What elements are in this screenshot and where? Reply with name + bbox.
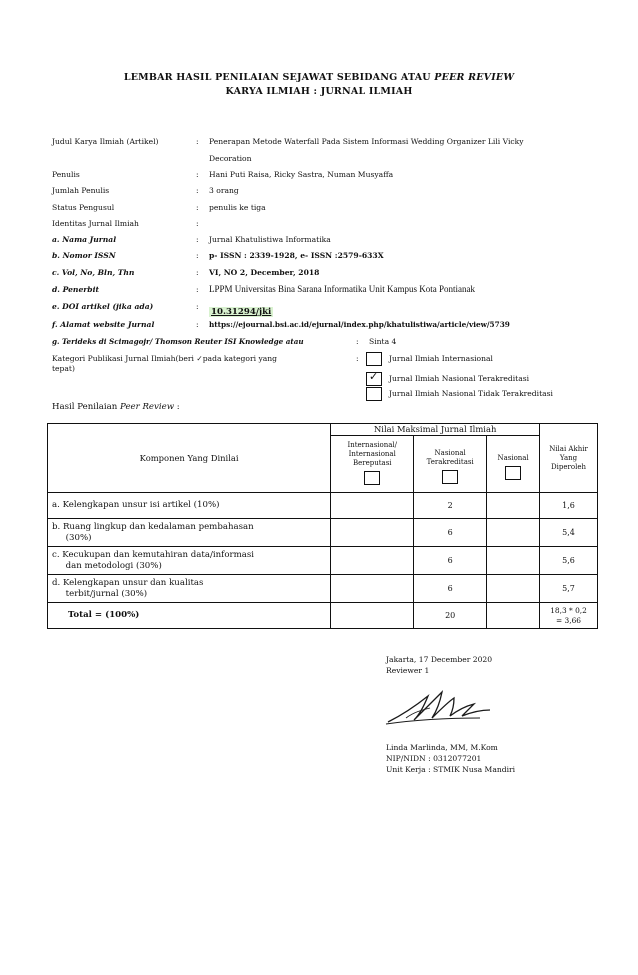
category-label-nasional-terakreditasi: Jurnal Ilmiah Nasional Terakreditasi [389,374,530,383]
terindeks-value: Sinta 4 [369,337,397,346]
criterion-text: (30%) [52,532,92,543]
reviewer-name: Linda Marlinda, MM, M.Kom [386,743,498,752]
colon: : [196,268,199,277]
colon: : [356,354,359,363]
criterion-text: c. Kecukupan dan kemutahiran data/informasi [52,549,255,560]
colon: : [196,186,199,195]
nasional-header-text: Nasional [497,453,529,462]
nama-jurnal-label: a. Nama Jurnal [52,235,117,244]
nama-jurnal-value: Jurnal Khatulistiwa Informatika [209,235,331,244]
colon: : [196,302,199,311]
jumlah-penulis-label: Jumlah Penulis [52,186,110,195]
final-score-cell: 5,6 [540,547,598,575]
penerbit-label: d. Penerbit [52,285,99,294]
document-title-line-1 [0,72,638,83]
internasional-cell [331,547,414,575]
max-score-cell: 6 [414,547,487,575]
final-score-cell: 1,6 [540,493,598,519]
internasional-checkbox[interactable] [364,471,380,485]
nilai-maksimal-header: Nilai Maksimal Jurnal Ilmiah [331,424,540,436]
nasional-cell [487,547,540,575]
internasional-cell [331,519,414,547]
category-checkbox-internasional[interactable] [366,352,382,366]
volume-label: c. Vol, No, Bln, Thn [52,268,135,277]
hasil-label-text: Hasil Penilaian [52,402,121,412]
final-score-cell: 5,7 [540,575,598,603]
max-score-cell: 6 [414,575,487,603]
total-final-line-2: = 3,66 [556,615,582,625]
jumlah-penulis-value: 3 orang [209,186,239,195]
status-value: penulis ke tiga [209,203,266,212]
alamat-website-value: https://ejournal.bsi.ac.id/ejurnal/index.php/khatulistiwa/article/view/5739 [209,320,510,329]
nasional-cell [487,603,540,629]
judul-value-line-1: Penerapan Metode Waterfall Pada Sistem Informasi Wedding Organizer Lili Vicky [209,137,524,146]
category-checkbox-nasional-terakreditasi[interactable] [366,372,382,386]
reviewer-unit: Unit Kerja : STMIK Nusa Mandiri [386,765,516,774]
nasional-checkbox[interactable] [505,466,521,480]
kategori-label-line-2: tepat) [52,364,75,373]
max-score-cell: 6 [414,519,487,547]
identitas-label: Identitas Jurnal Ilmiah [52,219,139,228]
table-row [48,547,598,575]
colon: : [196,285,199,294]
table-row [48,519,598,547]
volume-value: VI, NO 2, December, 2018 [209,268,320,277]
internasional-cell [331,575,414,603]
total-row [48,603,598,629]
signature-image [384,684,494,732]
status-label: Status Pengusul [52,203,115,212]
max-score-cell: 2 [414,493,487,519]
nasional-cell [487,493,540,519]
hasil-label-suffix: : [174,402,180,412]
criterion-cell [48,493,331,519]
colon: : [356,337,359,346]
penulis-value: Hani Puti Raisa, Ricky Sastra, Numan Musyaffa [209,170,394,179]
komponen-header: Komponen Yang Dinilai [48,424,331,493]
table-row [48,493,598,519]
criterion-cell [48,547,331,575]
criterion-cell [48,519,331,547]
nasional-cell [487,575,540,603]
judul-label: Judul Karya Ilmiah (Artikel) [52,137,159,146]
total-label: Total = (100%) [48,603,331,629]
reviewer-label: Reviewer 1 [386,666,430,675]
nasional-terakreditasi-header [414,436,487,493]
colon: : [196,137,199,146]
criterion-cell [48,575,331,603]
reviewer-nip: NIP/NIDN : 0312077201 [386,754,482,763]
nasional-terakreditasi-header-text: Nasional Terakreditasi [426,449,474,466]
criterion-text: a. Kelengkapan unsur isi artikel (10%) [52,500,220,510]
table-row [48,575,598,603]
doi-label: e. DOI artikel (jika ada) [52,302,154,311]
title-italic-text: PEER REVIEW [434,72,515,83]
hasil-label-italic: Peer Review [120,402,175,412]
colon: : [196,235,199,244]
nasional-cell [487,519,540,547]
total-final-cell [540,603,598,629]
terindeks-label: g. Terideks di Scimagojr/ Thomson Reuter ISI Knowledge atau [52,337,304,346]
criterion-text: d. Kelengkapan unsur dan kualitas [52,577,204,588]
colon: : [196,219,199,228]
category-label-nasional-tidak-terakreditasi: Jurnal Ilmiah Nasional Tidak Terakreditasi [389,389,553,398]
colon: : [196,203,199,212]
nasional-terakreditasi-checkbox[interactable] [442,470,458,484]
kategori-label-line-1: Kategori Publikasi Jurnal Ilmiah(beri ✓pada kategori yang [52,354,278,363]
criterion-text: b. Ruang lingkup dan kedalaman pembahasan [52,521,254,532]
document-title-line-2: KARYA ILMIAH : JURNAL ILMIAH [225,86,413,97]
total-max-cell: 20 [414,603,487,629]
judul-value-line-2: Decoration [209,154,252,163]
penerbit-value: LPPM Universitas Bina Sarana Informatika Unit Kampus Kota Pontianak [209,284,475,294]
total-final-line-1: 18,3 * 0,2 [550,605,587,615]
colon: : [196,170,199,179]
check-icon: ✓ [369,370,379,383]
nilai-akhir-header-text: Nilai Akhir Yang Diperoleh [549,444,588,471]
hasil-penilaian-label [52,402,180,412]
internasional-cell [331,493,414,519]
colon: : [196,320,199,329]
colon: : [196,251,199,260]
alamat-website-label: f. Alamat website Jurnal [52,320,155,329]
internasional-header [331,436,414,493]
criterion-text: dan metodologi (30%) [52,560,162,571]
internasional-header-text: Internasional/ Internasional Bereputasi [347,440,398,467]
category-label-internasional: Jurnal Ilmiah Internasional [389,354,493,363]
place-date: Jakarta, 17 December 2020 [386,655,493,664]
category-checkbox-nasional-tidak-terakreditasi[interactable] [366,387,382,401]
penulis-label: Penulis [52,170,80,179]
criterion-text: terbit/jurnal (30%) [52,588,148,599]
issn-label: b. Nomor ISSN [52,251,116,260]
score-table [47,423,598,629]
issn-value: p- ISSN : 2339-1928, e- ISSN :2579-633X [209,251,384,260]
nasional-header [487,436,540,493]
doi-value: 10.31294/jki [211,307,272,317]
final-score-cell: 5,4 [540,519,598,547]
nilai-akhir-header [540,424,598,493]
title-text: LEMBAR HASIL PENILAIAN SEJAWAT SEBIDANG ATAU [123,72,435,83]
internasional-cell [331,603,414,629]
